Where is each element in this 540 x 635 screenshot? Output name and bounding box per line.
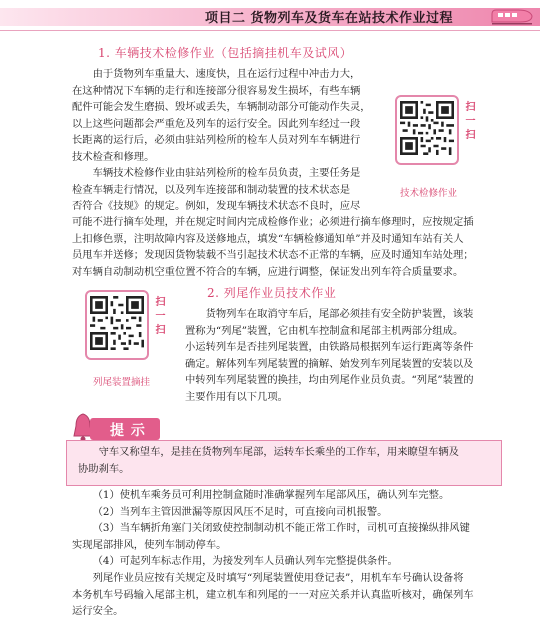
text-line: 置称为“列尾”装置，它由机车控制盒和尾部主机两部分组成。 — [185, 324, 464, 337]
text-line: 可能不进行摘车处理，并在规定时间内完成检修作业；必须进行摘车修理时，应按规定插 — [72, 216, 474, 228]
closing-paragraph — [72, 570, 500, 620]
text-line: 协助刹车。 — [78, 463, 130, 475]
qr-card-tail-device — [85, 290, 175, 370]
text-line: 在这种情况下车辆的走行和连接部分很容易发生损坏，有些车辆 — [72, 84, 361, 97]
qr-code-icon[interactable] — [400, 101, 454, 155]
section-1-title: 1. 车辆技术检修作业（包括摘挂机车及试风） — [98, 46, 353, 60]
text-line: 对车辆自动制动机空重位置不符合的车辆，应进行调整，保证发出列车符合质量要求。 — [72, 265, 464, 278]
list-item: （3）当车辆折角塞门关闭致使控制制动机不能正常工作时，司机可直接操纵排风键 — [92, 522, 470, 534]
text-line: 长距离的运行后，必须由驻站列检所的检车人员对列车车辆进行 — [72, 134, 361, 146]
train-icon — [490, 4, 534, 28]
qr-caption-tail-device: 列尾装置摘挂 — [93, 377, 151, 388]
qr-code-icon[interactable] — [90, 296, 144, 350]
text-line: 上扣修色票，注明故障内容及送修地点，填发“车辆检修通知单”并及时通知车站有关人 — [72, 232, 464, 245]
text-line: 主要作用有以下几项。 — [185, 390, 288, 403]
text-line: 本务机车号码输入尾部主机，建立机车和列尾的一一对应关系并认真监听核对，确保列车 — [72, 588, 474, 601]
running-head-title: 项目二 货物列车及货车在站技术作业过程 — [205, 11, 454, 26]
text-line: 列尾作业员应按有关规定及时填写“列尾装置使用登记表”，用机车车号确认设备将 — [92, 572, 464, 584]
text-line: 技术检查和修理。 — [72, 150, 155, 163]
text-line: 否符合《技规》的规定。例如，发现车辆技术状态不良时，应尽 — [72, 200, 361, 212]
list-item: （2）当列车主管因泄漏等原因风压不足时，可直接向司机报警。 — [92, 505, 388, 518]
text-line: 检查车辆走行情况，以及列车连接部和制动装置的技术状态是 — [72, 183, 351, 196]
section-1-paragraph-2a — [72, 165, 390, 215]
scan-label: 扫一扫 — [153, 296, 164, 338]
text-line: 由于货物列车重量大、速度快，且在运行过程中冲击力大， — [92, 68, 361, 80]
text-line: 员甩车并送修；发现因货物装载不当引起技术状态不正常的车辆，应及时通知车站处理； — [72, 249, 474, 261]
list-item: （1）使机车乘务员可利用控制盒随时准确掌握列车尾部风压，确认列车完整。 — [92, 489, 450, 501]
text-line: 中转列车列尾装置的换挂，均由列尾作业员负责。“列尾”装置的 — [185, 374, 474, 386]
text-line: 运行安全。 — [72, 605, 124, 617]
text-line: 以上这些问题都会严重危及列车的运行安全。因此列车经过一段 — [72, 117, 361, 130]
page-header — [0, 0, 540, 34]
tip-label: 提 示 — [110, 423, 146, 439]
text-line: 守车又称望车，是挂在货物列车尾部，运转车长乘坐的工作车，用来瞭望车辆及 — [98, 446, 459, 458]
text-line: 货物列车在取消守车后，尾部必须挂有安全防护装置，该装 — [205, 308, 474, 320]
section-2-paragraph — [185, 306, 500, 405]
list-item: 实现尾部排风，使列车制动停车。 — [72, 538, 227, 551]
text-line: 配件可能会发生磨损、毁坏或丢失，车辆制动部分可能动作失灵， — [72, 101, 371, 113]
qr-caption-inspection: 技术检修作业 — [400, 188, 458, 199]
list-item: （4）可起列车标志作用，为接发列车人员确认列车完整提供条件。 — [92, 555, 398, 567]
scan-label: 扫一扫 — [463, 101, 474, 143]
section-1-paragraph-1 — [72, 66, 390, 165]
section-1-paragraph-2b — [72, 214, 500, 280]
functions-list — [72, 487, 500, 570]
section-2-title: 2. 列尾作业员技术作业 — [207, 286, 337, 300]
text-line: 确定。解体列车列尾装置的摘解、始发列车列尾装置的安装以及 — [185, 357, 474, 370]
header-rule — [0, 30, 540, 31]
tip-text — [78, 444, 494, 478]
text-line: 小运转列车是否挂列尾装置，由铁路局根据列车运行距离等条件 — [185, 341, 474, 353]
text-line: 车辆技术检修作业由驻站列检所的检车员负责，主要任务是 — [92, 167, 361, 179]
